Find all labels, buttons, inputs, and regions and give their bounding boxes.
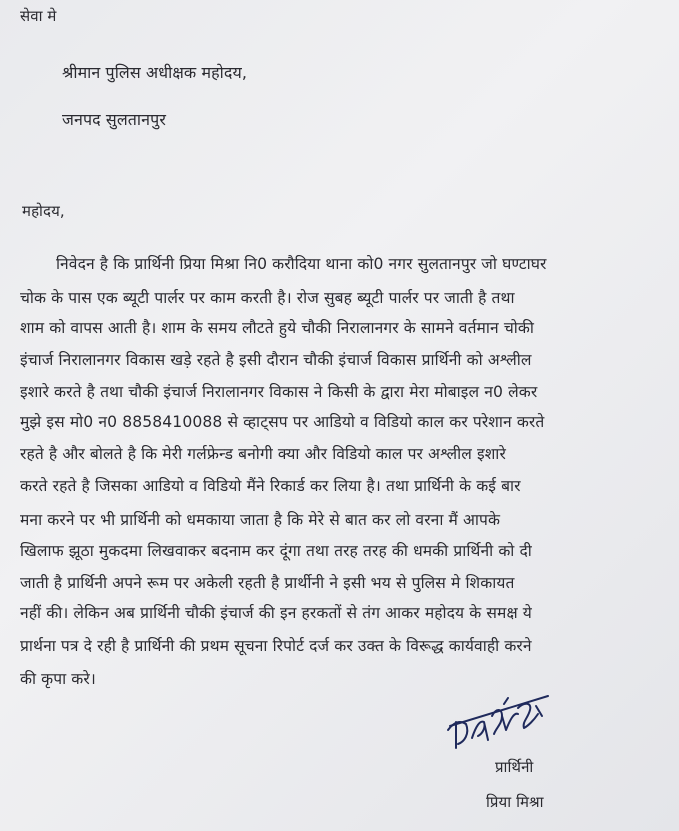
- body-line: रहते है और बोलते है कि मेरी गर्लफ्रेन्ड बनोगी क्या और विडियो काल पर अश्लील इशारे: [20, 445, 506, 463]
- body-line: इशारे करते है तथा चौकी इंचार्ज निरालानगर विकास ने किसी के द्वारा मेरा मोबाइल न0 लेकर: [20, 383, 538, 401]
- recipient-district: जनपद सुलतानपुर: [62, 110, 166, 129]
- applicant-label: प्रार्थिनी: [495, 758, 534, 776]
- body-line: शाम को वापस आती है। शाम के समय लौटते हुये चौकी निरालानगर के सामने वर्तमान चोकी: [20, 319, 534, 337]
- greeting: महोदय,: [22, 202, 65, 220]
- body-line: खिलाफ झूठा मुकदमा लिखवाकर बदनाम कर दूंगा तथा तरह तरह की धमकी प्रार्थिनी को दी: [20, 542, 532, 560]
- body-line: जाती है प्रार्थिनी अपने रूम पर अकेली रहती है प्रार्थीनी ने इसी भय से पुलिस मे शिकायत: [20, 574, 515, 592]
- handwritten-signature: [440, 686, 560, 764]
- applicant-name: प्रिया मिश्रा: [486, 793, 544, 811]
- body-line: चोक के पास एक ब्यूटी पार्लर पर काम करती है। रोज सुबह ब्यूटी पार्लर पर जाती है तथा: [20, 289, 515, 307]
- body-line: की कृपा करे।: [20, 670, 96, 688]
- body-line: नहीं की। लेकिन अब प्रार्थिनी चौकी इंचार्ज की इन हरकतों से तंग आकर महोदय के समक्ष ये: [20, 604, 532, 622]
- body-line: इंचार्ज निरालानगर विकास खड़े रहते है इसी दौरान चौकी इंचार्ज विकास प्रार्थिनी को अश्लील: [20, 351, 532, 369]
- body-line: मुझे इस मो0 न0 8858410088 से व्हाट्सप पर आडियो व विडियो काल कर परेशान करते: [20, 413, 545, 431]
- recipient-title: श्रीमान पुलिस अधीक्षक महोदय,: [62, 63, 248, 82]
- body-line: मना करने पर भी प्रार्थिनी को धमकाया जाता है कि मेरे से बात कर लो वरना मैं आपके: [20, 511, 501, 529]
- salutation: सेवा मे: [20, 7, 57, 25]
- body-line: निवेदन है कि प्रार्थिनी प्रिया मिश्रा नि0 करौदिया थाना को0 नगर सुलतानपुर जो घण्टाघर: [56, 255, 547, 273]
- body-line: करते रहते है जिसका आडियो व विडियो मैंने रिकार्ड कर लिया है। तथा प्रार्थिनी के कई बार: [20, 477, 521, 495]
- body-line: प्रार्थना पत्र दे रही है प्रार्थिनी की प्रथम सूचना रिपोर्ट दर्ज कर उक्त के विरूद्ध कार्यवाही करने: [20, 637, 532, 655]
